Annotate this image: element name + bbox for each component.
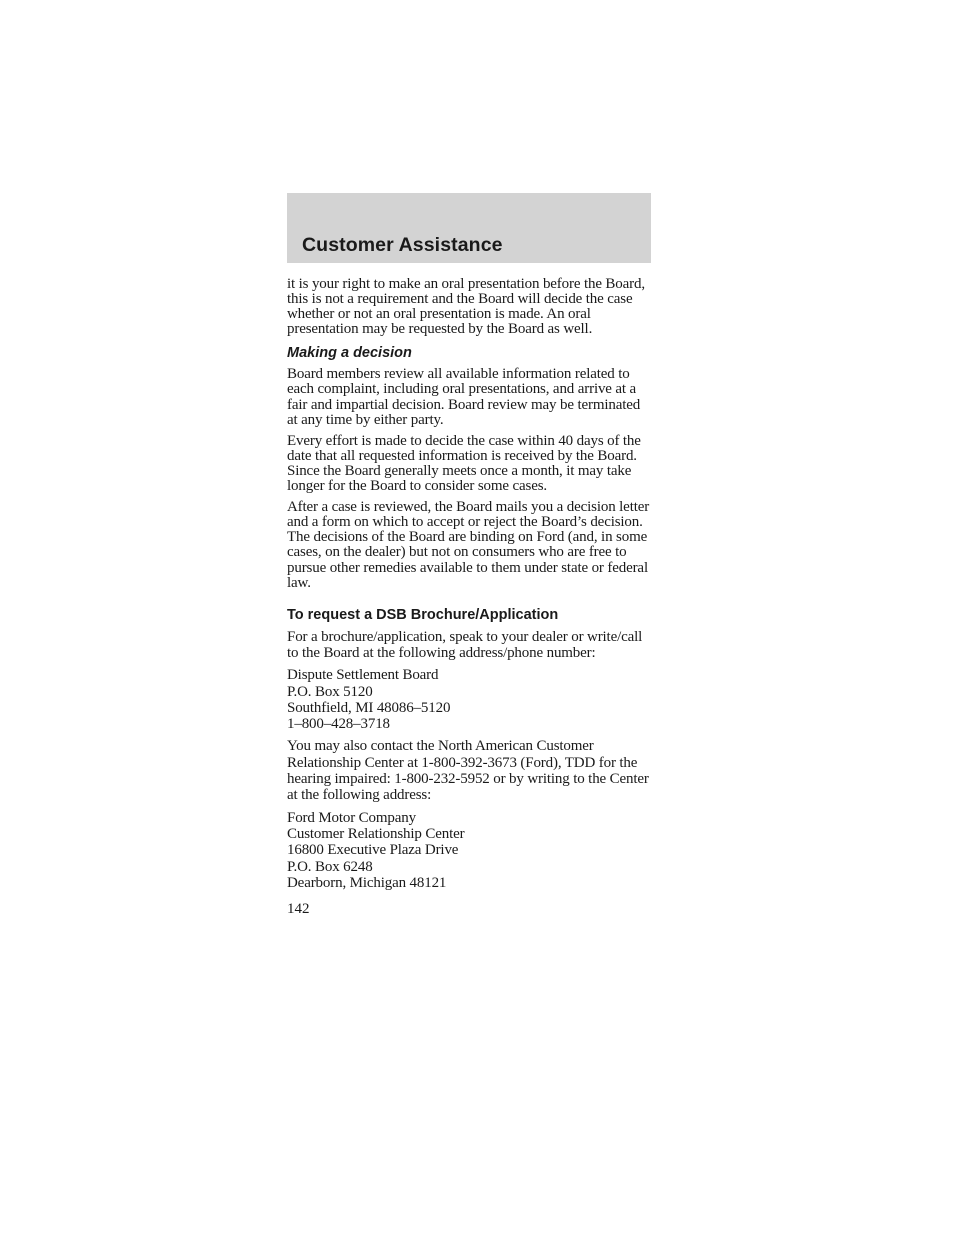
subhead-making-decision: Making a decision: [287, 345, 412, 362]
paragraph-customer-relationship-center: You may also contact the North American Customer Relationship Center at 1-800-392-3673 (Ford), TDD for the hearing impaired: 1-800-232-5952 or by writing to the Center at the following address:: [287, 738, 649, 804]
address-line: Customer Relationship Center: [287, 825, 465, 842]
phone-line: 1–800–428–3718: [287, 716, 390, 733]
address-line: Ford Motor Company: [287, 809, 416, 826]
address-line: P.O. Box 5120: [287, 683, 373, 700]
address-line: Southfield, MI 48086–5120: [287, 699, 451, 716]
section-header-band: [287, 193, 651, 263]
page-content: [287, 263, 651, 917]
paragraph-board-review: Board members review all available information related to each complaint, including oral presentations, and arrive at a fair and impartial decision. Board review may be terminated at any time by either party.: [287, 366, 641, 428]
subhead-request-brochure: To request a DSB Brochure/Application: [287, 606, 559, 623]
manual-page: [287, 193, 651, 917]
paragraph-decision-timing: Every effort is made to decide the case within 40 days of the date that all requested information is received by the Board. Since the Board generally meets once a month, it may take longer for the Board to consider some cases.: [287, 432, 641, 495]
paragraph-decision-letter: After a case is reviewed, the Board mails you a decision letter and a form on which to accept or reject the Board’s decision. The decisions of the Board are binding on Ford (and, in some cases, on the dealer) but not on consumers who are free to pursue other remedies available to them under state or federal law.: [287, 499, 650, 591]
dsb-address-block: [287, 667, 651, 732]
address-line: P.O. Box 6248: [287, 858, 373, 875]
ford-address-block: [287, 810, 651, 891]
address-line: Dispute Settlement Board: [287, 667, 439, 684]
address-line: 16800 Executive Plaza Drive: [287, 842, 459, 859]
address-line: Dearborn, Michigan 48121: [287, 874, 447, 891]
paragraph-oral-presentation: it is your right to make an oral presentation before the Board, this is not a requirement and the Board will decide the case whether or not an oral presentation is made. An oral presentation may be requested by the Board as well.: [287, 276, 645, 338]
section-title: Customer Assistance: [302, 234, 503, 256]
paragraph-brochure-request: For a brochure/application, speak to your dealer or write/call to the Board at the following address/phone number:: [287, 628, 643, 661]
page-number: 142: [287, 901, 310, 918]
